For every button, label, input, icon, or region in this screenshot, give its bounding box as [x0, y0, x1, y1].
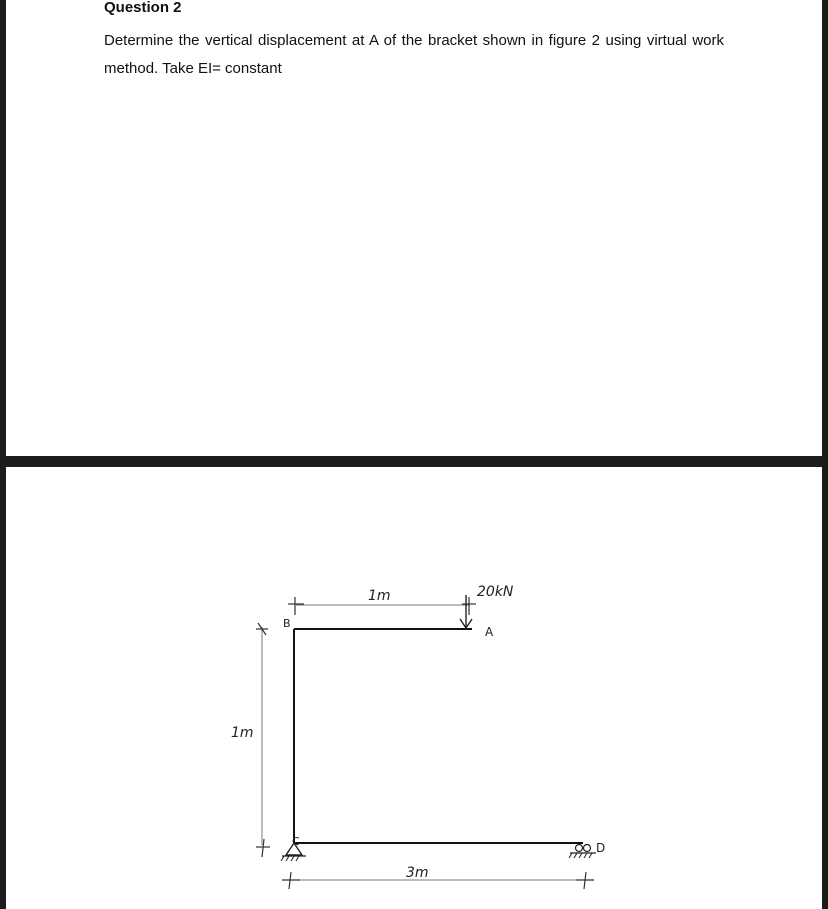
label-vertical-span: 1m — [231, 725, 254, 741]
question-panel — [6, 0, 822, 456]
figure-panel — [6, 467, 822, 909]
label-bottom-span: 3m — [406, 865, 429, 881]
label-point-a: A — [485, 625, 494, 639]
label-point-c: C — [292, 835, 300, 848]
question-text: Determine the vertical displacement at A of the bracket shown in figure 2 using virtual work method. Take EI= constant — [104, 32, 724, 77]
label-point-b: B — [283, 617, 291, 630]
roller-support-d — [569, 845, 596, 859]
label-point-d: D — [596, 841, 606, 855]
question-title: Question 2 — [104, 0, 182, 16]
label-load: 20kN — [477, 584, 514, 600]
bracket-figure — [6, 467, 822, 909]
label-top-span: 1m — [368, 588, 391, 604]
